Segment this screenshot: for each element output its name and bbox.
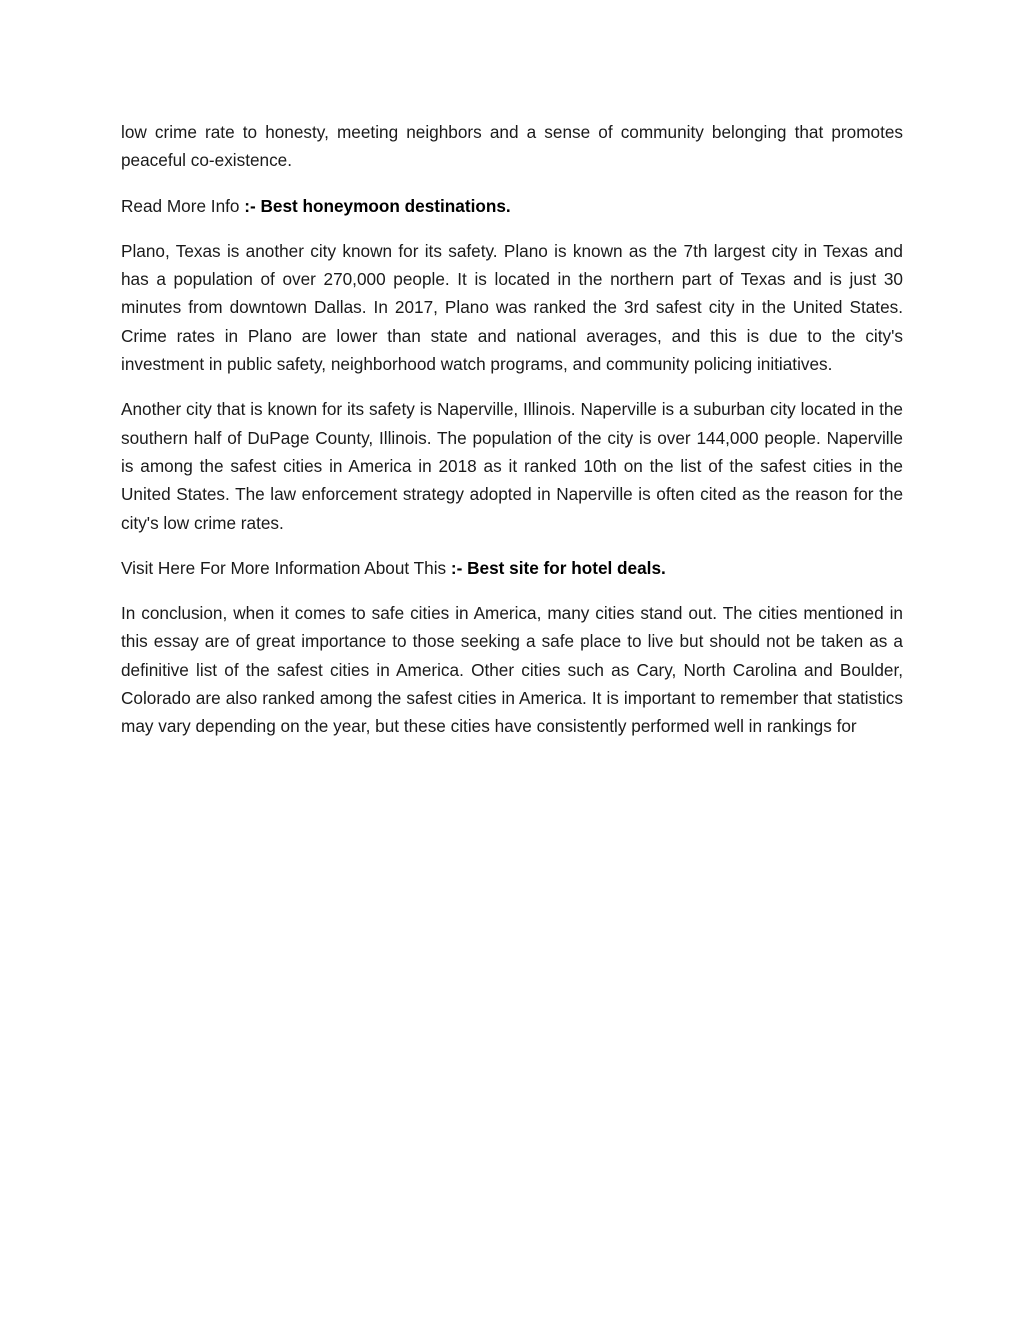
paragraph-community: low crime rate to honesty, meeting neighbors and a sense of community belonging that promotes peaceful co-existence.: [121, 122, 903, 171]
honeymoon-destinations-link[interactable]: :- Best honeymoon destinations.: [244, 195, 511, 216]
visit-here-label: Visit Here For More Information About This: [121, 557, 451, 578]
paragraph-conclusion: In conclusion, when it comes to safe cities in America, many cities stand out. The cities mentioned in this essay are of great importance to those seeking a safe place to live but should not be taken as a definitive list of the safest cities in America. Other cities such as Cary, North Carolina and Boulder, Colorado are also ranked among the safest cities in America. It is important to remember that statistics may vary depending on the year, but these cities have consistently performed well in rankings for: [121, 603, 903, 737]
paragraph-plano: Plano, Texas is another city known for its safety. Plano is known as the 7th largest city in Texas and has a population of over 270,000 people. It is located in the northern part of Texas and is just 30 minutes from downtown Dallas. In 2017, Plano was ranked the 3rd safest city in the United States. Crime rates in Plano are lower than state and national averages, and this is due to the city's investment in public safety, neighborhood watch programs, and community policing initiatives.: [121, 240, 903, 375]
hotel-deals-link[interactable]: :- Best site for hotel deals.: [450, 557, 666, 578]
paragraph-naperville: Another city that is known for its safety is Naperville, Illinois. Naperville is a suburban city located in the southern half of DuPage County, Illinois. The population of the city is over 144,000 people. Naperville is among the safest cities in America in 2018 as it ranked 10th on the list of the safest cities in the United States. The law enforcement strategy adopted in Naperville is often cited as the reason for the city's low crime rates.: [121, 399, 903, 533]
paragraph-visit-here: [121, 554, 903, 582]
document-body: [121, 118, 903, 758]
paragraph-read-more: [121, 192, 903, 220]
read-more-label: Read More Info: [121, 195, 245, 216]
